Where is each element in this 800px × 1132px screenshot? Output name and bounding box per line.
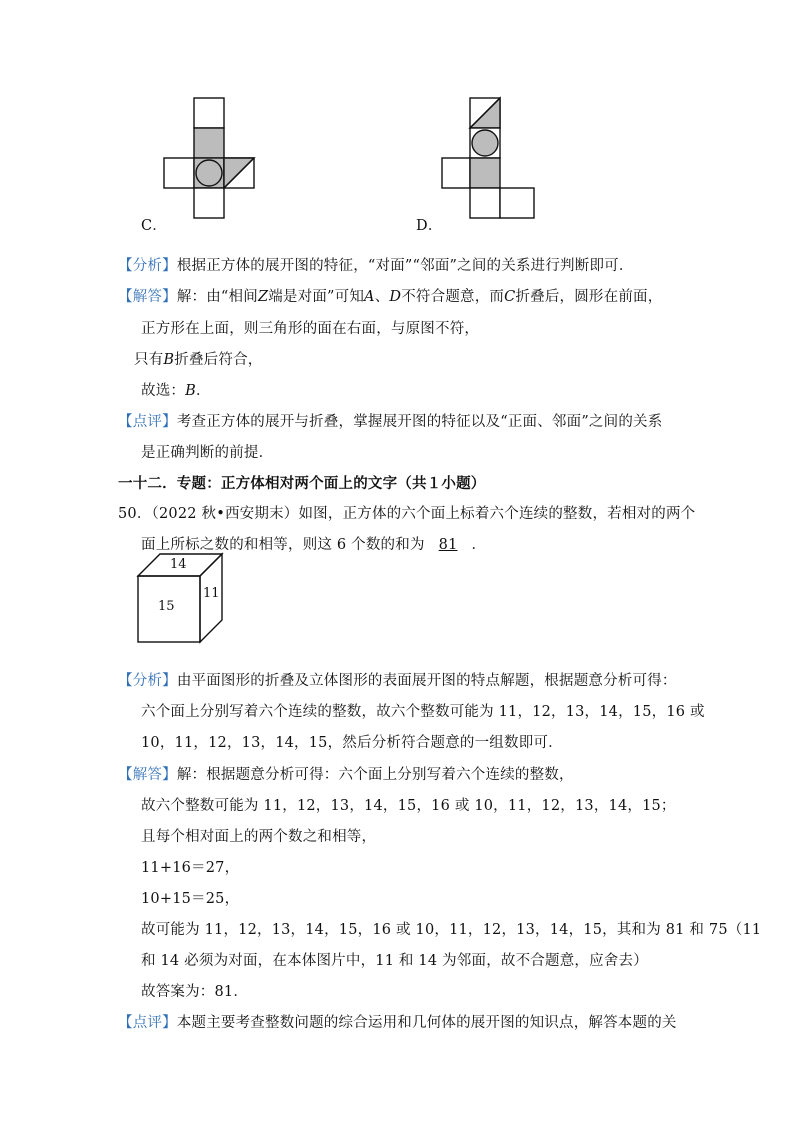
cube-side-number: 11 xyxy=(203,586,220,601)
stem-text: 面上所标之数的和相等，则这 6 个数的和为 xyxy=(141,537,425,553)
q50-analysis xyxy=(118,671,677,691)
q50-solution-line-7: 和 14 必须为对面，在本体图片中，11 和 14 为邻面，故不合题意，应舍去） xyxy=(141,953,648,969)
solution-text: 折叠后，圆形在前面， xyxy=(515,289,663,305)
analysis-tag: 【分析】 xyxy=(118,673,177,689)
analysis-tag: 【分析】 xyxy=(118,258,177,274)
solution-text: 折叠后符合， xyxy=(174,352,263,368)
solution-text: 只有 xyxy=(134,352,164,368)
q50-solution-line-4: 11+16＝27， xyxy=(141,860,240,876)
solution-text: 解：由“相间 xyxy=(176,289,258,305)
net-figure-c xyxy=(160,94,260,230)
cube-front-number: 15 xyxy=(158,599,175,614)
var-b: B xyxy=(163,352,175,368)
q49-comment-line-2: 是正确判断的前提． xyxy=(141,445,274,461)
cube-figure xyxy=(132,550,232,650)
q50-comment xyxy=(118,1013,677,1033)
stem-text: ． xyxy=(471,537,487,553)
var-b: B xyxy=(185,383,196,399)
q49-solution-line-2: 正方形在上面，则三角形的面在右面，与原图不符， xyxy=(141,321,480,337)
solution-tag: 【解答】 xyxy=(118,767,177,783)
option-d-label: D． xyxy=(416,218,443,234)
solution-text: 不符合题意，而 xyxy=(401,289,505,305)
q50-analysis-line-3: 10，11，12，13，14，15，然后分析符合题意的一组数即可． xyxy=(141,735,563,751)
comment-tag: 【点评】 xyxy=(118,414,177,430)
solution-tag: 【解答】 xyxy=(118,289,177,305)
comment-text: 本题主要考查整数问题的综合运用和几何体的展开图的知识点，解答本题的关 xyxy=(176,1015,677,1031)
q50-solution xyxy=(118,765,574,785)
analysis-text: 由平面图形的折叠及立体图形的表面展开图的特点解题，根据题意分析可得： xyxy=(176,673,677,689)
q50-solution-line-6: 故可能为 11，12，13，14，15，16 或 10，11，12，13，14，15，其和为 81 和 75（11 xyxy=(141,922,762,938)
q50-answer-line: 故答案为：81． xyxy=(141,984,249,1000)
solution-text: ． xyxy=(195,383,211,399)
var-z: Z xyxy=(257,289,269,305)
q49-analysis xyxy=(118,256,634,276)
q49-solution-line-3 xyxy=(134,350,262,370)
solution-text: 、 xyxy=(374,289,390,305)
var-c: C xyxy=(504,289,516,305)
q50-stem-line-1: 50．（2022 秋•西安期末）如图，正方体的六个面上标着六个连续的整数，若相对的两个 xyxy=(118,506,696,522)
solution-text: 端是对面”可知 xyxy=(268,289,365,305)
var-a: A xyxy=(364,289,375,305)
solution-text: 解：根据题意分析可得：六个面上分别写着六个连续的整数， xyxy=(176,767,574,783)
comment-tag: 【点评】 xyxy=(118,1015,177,1031)
var-d: D xyxy=(389,289,402,305)
q50-analysis-line-2: 六个面上分别写着六个连续的整数，故六个整数可能为 11，12，13，14，15，16 或 xyxy=(141,704,705,720)
analysis-text: 根据正方体的展开图的特征，“对面”“邻面”之间的关系进行判断即可． xyxy=(176,258,634,274)
cube-top-number: 14 xyxy=(170,557,187,572)
q49-answer-line xyxy=(141,381,211,401)
q50-solution-line-3: 且每个相对面上的两个数之和相等， xyxy=(141,829,377,845)
section-title: 一十二．专题：正方体相对两个面上的文字（共１小题） xyxy=(118,475,486,492)
q49-solution-line-1 xyxy=(118,287,662,307)
comment-text: 考查正方体的展开与折叠，掌握展开图的特征以及“正面、邻面”之间的关系 xyxy=(176,414,663,430)
q49-comment xyxy=(118,412,662,432)
answer-blank: 81 xyxy=(438,537,458,553)
net-figure-d xyxy=(440,94,540,230)
q50-solution-line-5: 10+15＝25， xyxy=(141,891,240,907)
q50-solution-line-2: 故六个整数可能为 11，12，13，14，15，16 或 10，11，12，13，14，15； xyxy=(141,798,676,814)
solution-text: 故选： xyxy=(141,383,186,399)
option-c-label: C． xyxy=(141,218,167,234)
